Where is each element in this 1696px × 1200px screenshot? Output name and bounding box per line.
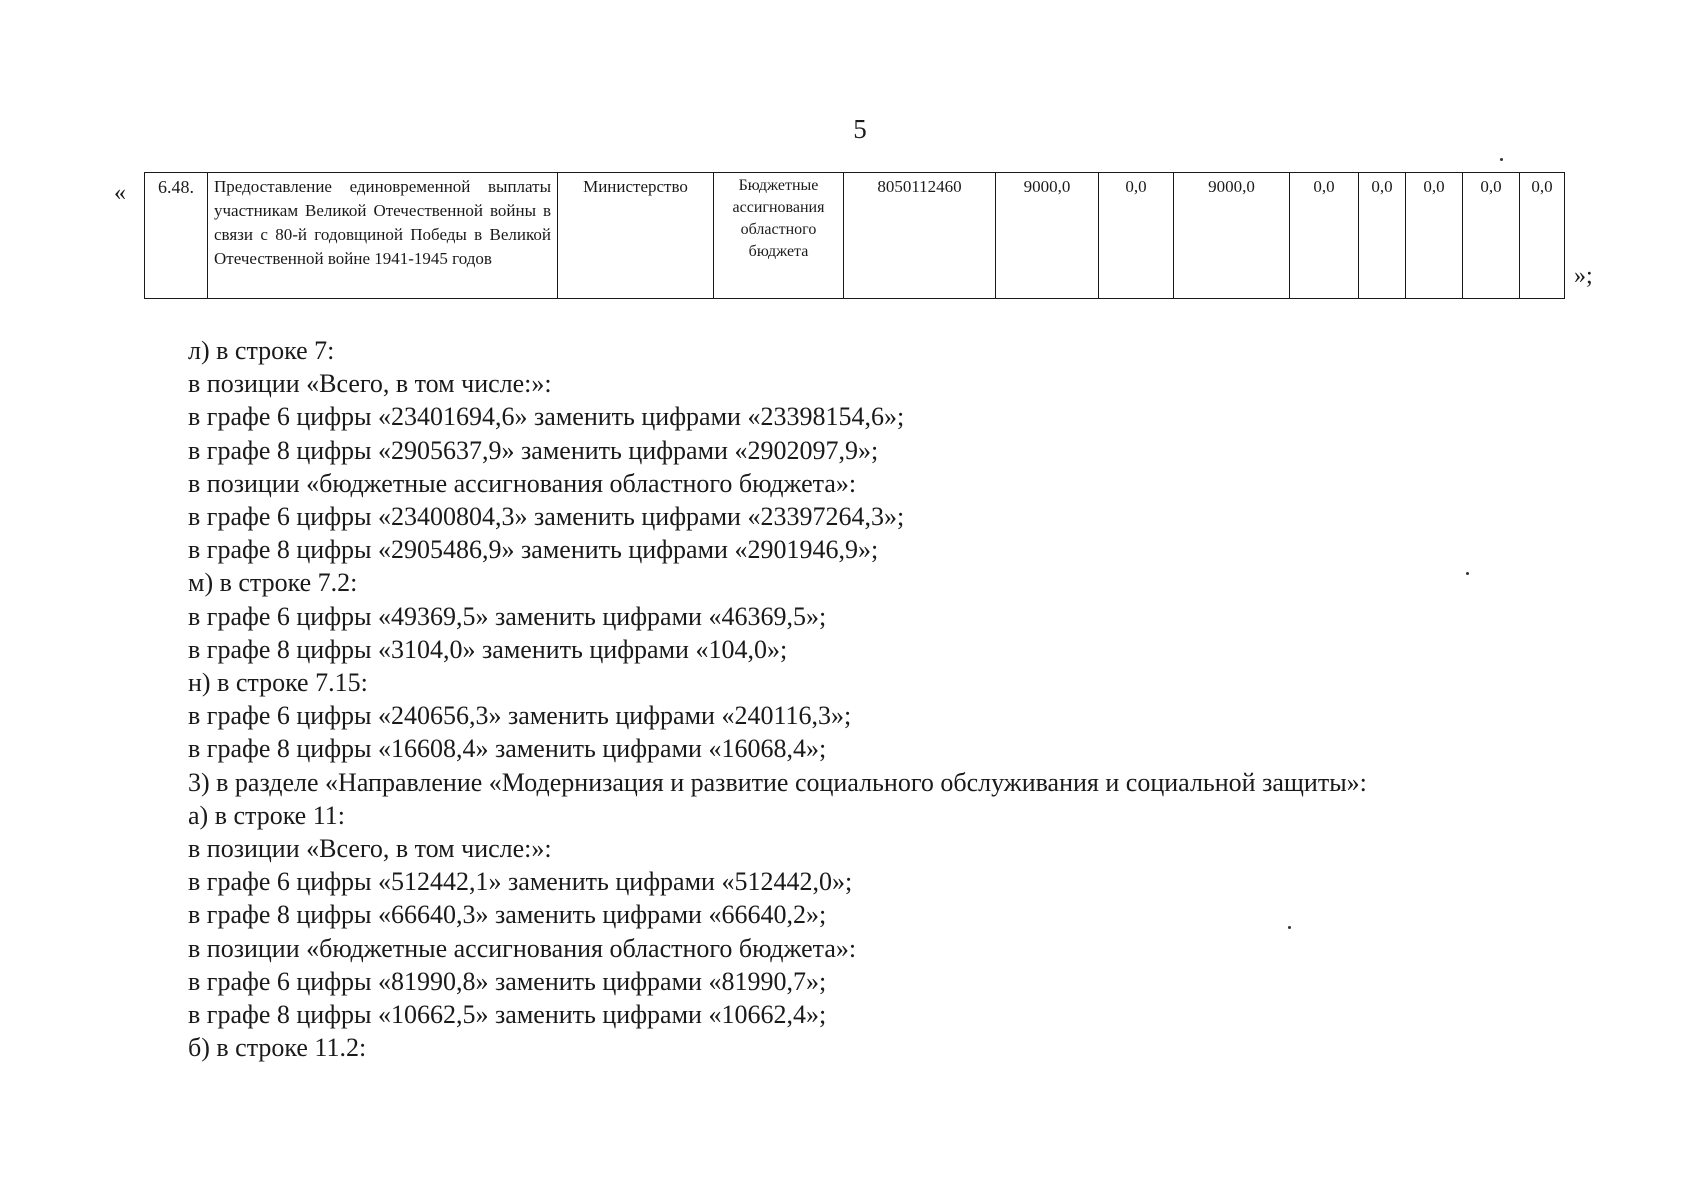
row-value-cell: 0,0 [1290,173,1359,299]
text-line: в графе 6 цифры «23401694,6» заменить цифрами «23398154,6»; [188,402,905,432]
text-line: н) в строке 7.15: [188,668,368,698]
row-name-line: Отечественной войне 1941-1945 годов [214,249,492,268]
text-line: а) в строке 11: [188,800,345,830]
page-number: 5 [853,114,867,144]
row-value-cell: 0,0 [1520,173,1565,299]
text-line: м) в строке 7.2: [188,568,358,598]
text-line: в графе 8 цифры «66640,3» заменить цифрами «66640,2»; [188,900,827,930]
text-line: в графе 8 цифры «2905486,9» заменить цифрами «2901946,9»; [188,535,879,565]
text-line: л) в строке 7: [188,336,335,365]
text-line: в графе 6 цифры «81990,8» заменить цифрами «81990,7»; [188,966,827,996]
text-line: в позиции «бюджетные ассигнования областного бюджета»: [188,933,857,963]
row-source-cell: Бюджетные ассигнования областного бюджета [714,173,844,299]
row-value-cell: 9000,0 [996,173,1099,299]
text-line: в графе 8 цифры «10662,5» заменить цифрами «10662,4»; [188,1000,827,1030]
text-line: в графе 8 цифры «2905637,9» заменить цифрами «2902097,9»; [188,435,879,465]
amendment-table [144,172,1565,299]
text-line: в графе 6 цифры «240656,3» заменить цифрами «240116,3»; [188,701,852,731]
row-name-cell [208,173,558,299]
text-line: в графе 8 цифры «3104,0» заменить цифрами «104,0»; [188,634,788,664]
amendment-text [188,334,1588,1064]
row-name-line: Отечественной войны в связи с 80-й [214,201,551,244]
text-line: б) в строке 11.2: [188,1033,367,1063]
table-close-quote: »; [1574,263,1593,289]
table-open-quote: « [114,180,126,206]
scan-speck [1288,926,1291,929]
text-line: в графе 6 цифры «512442,1» заменить цифрами «512442,0»; [188,867,853,897]
text-line: в графе 6 цифры «49369,5» заменить цифрами «46369,5»; [188,601,827,631]
row-number-cell: 6.48. [145,173,208,299]
row-value-cell: 0,0 [1406,173,1463,299]
row-name-line: выплаты участникам Великой [214,177,551,220]
row-value-cell: 0,0 [1463,173,1520,299]
text-line: в графе 8 цифры «16608,4» заменить цифрами «16068,4»; [188,734,827,764]
row-value-cell: 0,0 [1099,173,1174,299]
row-executor-cell: Министерство [558,173,714,299]
text-line: в позиции «Всего, в том числе:»: [188,834,552,864]
row-value-cell: 9000,0 [1174,173,1290,299]
text-line: 3) в разделе «Направление «Модернизация и развитие социального обслуживания и социальной защиты»: [188,767,1367,797]
text-line: в графе 6 цифры «23400804,3» заменить цифрами «23397264,3»; [188,502,905,532]
row-name-line: годовщиной Победы в Великой [314,225,551,244]
row-name-line: Предоставление единовременной [214,177,471,196]
text-line: в позиции «бюджетные ассигнования областного бюджета»: [188,468,857,498]
scan-speck [1500,158,1503,161]
scan-speck [1466,572,1469,575]
table-row [145,173,1565,299]
text-line: в позиции «Всего, в том числе:»: [188,369,552,399]
row-value-cell: 0,0 [1359,173,1406,299]
row-code-cell: 8050112460 [844,173,996,299]
